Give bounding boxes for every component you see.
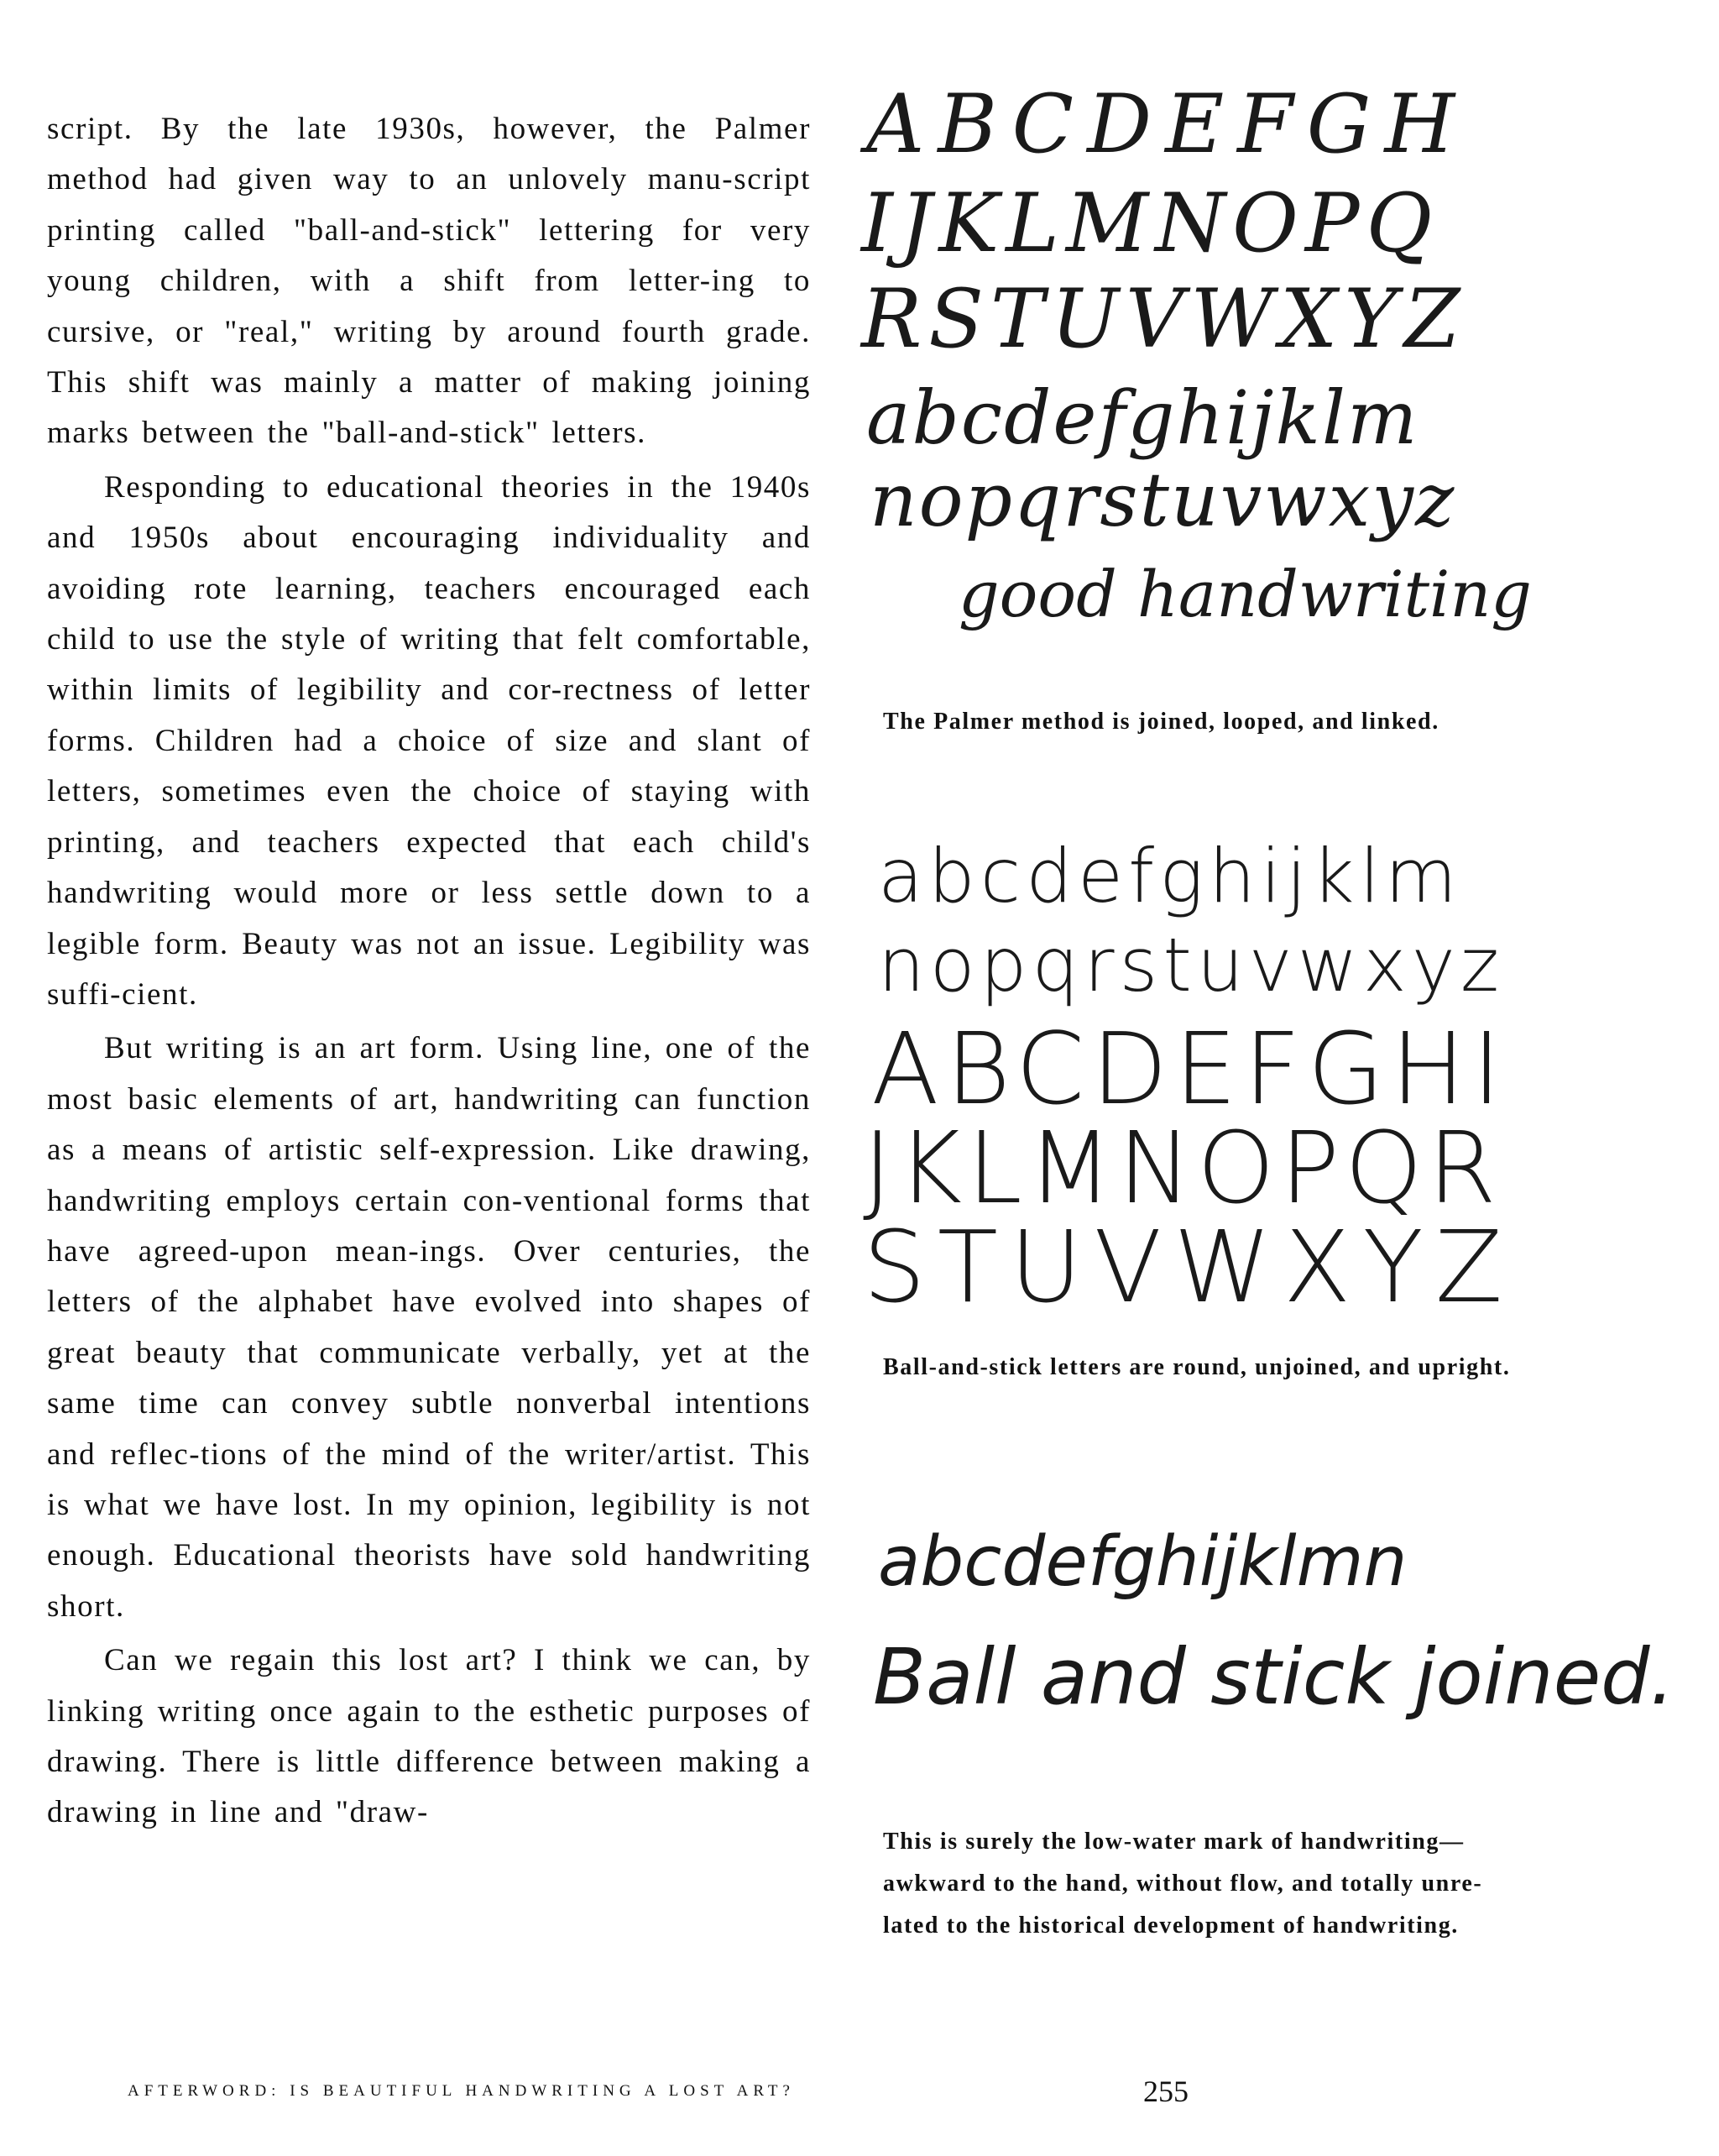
body-paragraph: But writing is an art form. Using line, one of the most basic elements of art, handwriting can function as a means of artistic self-expression. Like drawing, handwriting employs certain con-ventional forms that have agreed-upon mean-ings. Over centuries, the letters of the alphabet have evolved into shapes of great beauty that communicate verbally, yet at the same time can convey subtle nonverbal intentions and reflec-tions of the mind of the writer/artist. This is what we have lost. In my opinion, legibility is not enough. Educational theorists have sold handwriting short. [47,1031,811,1624]
palmer-sample-phrase: good handwriting [959,557,1532,631]
joined-sample-phrase: Ball and stick joined. [873,1632,1675,1722]
page-number: 255 [1143,2075,1189,2108]
joined-lowercase-line: abcdefghijklmn [878,1522,1408,1602]
ball-stick-joined-sample [848,1522,1675,1722]
ball-stick-uppercase-line: JKLMNOPQR [863,1110,1502,1226]
palmer-caption: The Palmer method is joined, looped, and linked. [883,709,1439,735]
body-paragraph: Responding to educational theories in the 1940s and 1950s about encouraging individuality and avoiding rote learning, teachers encouraged each child to use the style of writing that felt comfortable, within limits of legibility and cor-rectness of letter forms. Children had a choice of size and slant of letters, sometimes even the choice of staying with printing, and teachers expected that each child's handwriting would more or less settle down to a legible form. Beauty was not an issue. Legibility was suffi-cient. [47,469,811,1012]
palmer-uppercase-line: ABCDEFGH [866,77,1469,171]
body-paragraph: Can we regain this lost art? I think we can, by linking writing once again to the esthetic purposes of drawing. There is little difference between making a drawing in line and "draw- [47,1643,811,1830]
body-paragraph: script. By the late 1930s, however, the Palmer method had given way to an unlovely manu-script printing called "ball-and-stick" lettering for very young children, with a shift from letter-ing to cursive, or "real," writing by around fourth grade. This shift was mainly a matter of making joining marks between the "ball-and-stick" letters. [47,112,811,451]
body-text-column [47,104,811,1839]
ball-and-stick-caption: Ball-and-stick letters are round, unjoined, and upright. [883,1354,1511,1380]
palmer-lowercase-line: abcdefghijklm [866,374,1419,461]
ball-and-stick-sample [848,833,1654,1325]
ball-stick-lowercase-line: nopqrstuvwxyz [878,922,1505,1008]
caption-line: lated to the historical development of handwriting. [883,1913,1459,1939]
running-footer-title: AFTERWORD: IS BEAUTIFUL HANDWRITING A LOST ART? [128,2082,795,2100]
palmer-method-sample [848,77,1654,631]
ball-stick-lowercase-line: abcdefghijklm [878,833,1462,919]
caption-line: awkward to the hand, without flow, and totally unre- [883,1871,1483,1897]
joined-caption [883,1821,1655,1947]
palmer-lowercase-line: nopqrstuvwxyz [870,457,1456,543]
ball-stick-uppercase-line: STUVWXYZ [863,1209,1515,1325]
palmer-uppercase-line: IJKLMNOPQ [861,176,1439,270]
caption-line: This is surely the low-water mark of handwriting— [883,1829,1465,1855]
palmer-uppercase-line: RSTUVWXYZ [861,272,1467,366]
ball-stick-uppercase-line: ABCDEFGHI [871,1011,1508,1127]
